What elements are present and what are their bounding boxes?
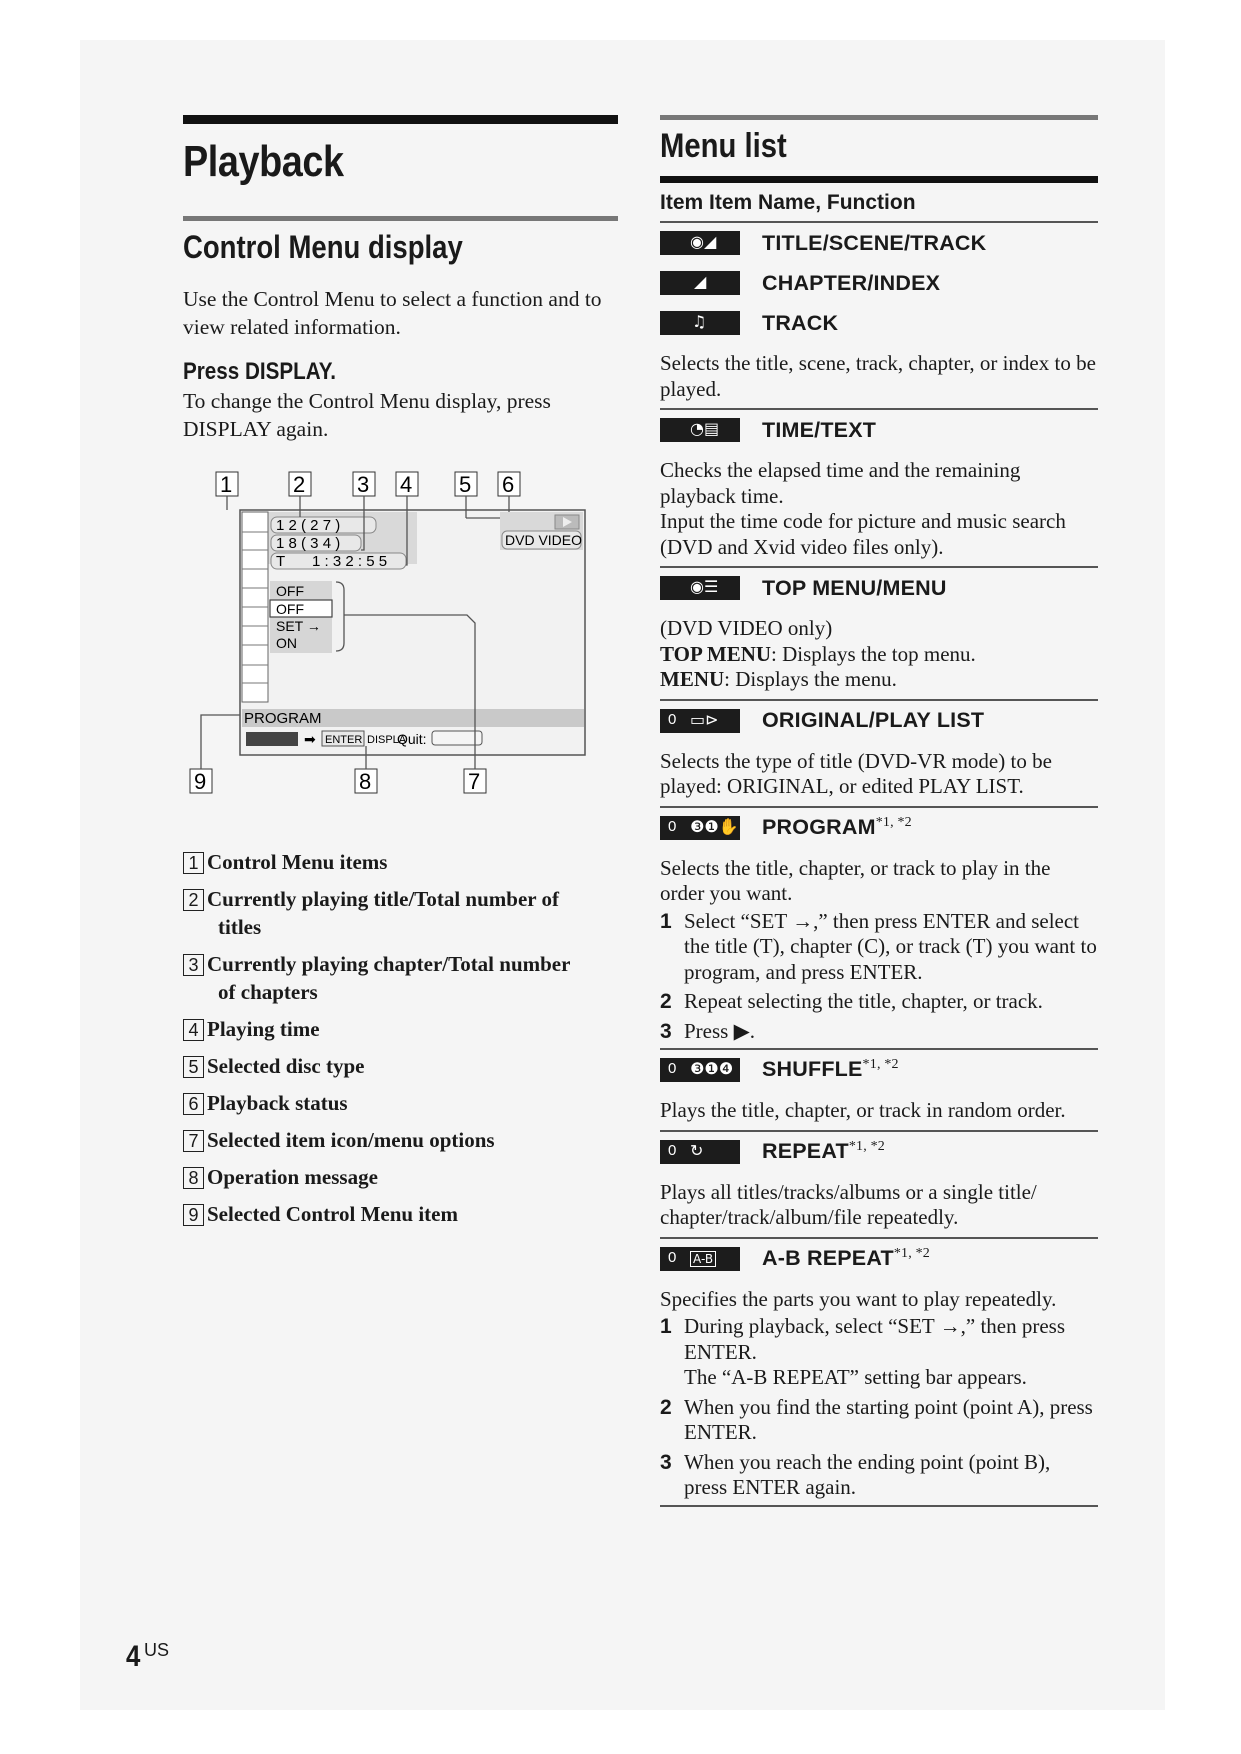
menu-table-header: Item Item Name, Function bbox=[660, 183, 1098, 223]
svg-text:➡: ➡ bbox=[304, 731, 316, 747]
page-title: Playback bbox=[183, 137, 344, 186]
topmenu-description: (DVD VIDEO only) TOP MENU: Displays the top menu. MENU: Displays the menu. bbox=[660, 616, 976, 691]
page-region: US bbox=[144, 1640, 170, 1660]
svg-text:4: 4 bbox=[400, 472, 413, 497]
item-ab-repeat: 0 A-B A-B $REPEAT^{*1, *2}$ bbox=[660, 1239, 1098, 1279]
repeat-icon: 0 ↻ bbox=[660, 1140, 740, 1164]
display-label: DISPLA bbox=[367, 734, 407, 746]
shuffle-icon: 0 ❸❶❹ bbox=[660, 1058, 740, 1082]
play-list-icon: 0 ▭⊳ bbox=[660, 709, 740, 733]
playing-time: 1 : 3 2 : 5 5 bbox=[312, 553, 388, 570]
svg-text:2: 2 bbox=[293, 472, 306, 497]
ab-steps bbox=[660, 1314, 1098, 1501]
left-column bbox=[183, 115, 618, 443]
legend-number: 2 bbox=[183, 889, 204, 911]
item-program: 0 ❸❶✋ $PROGRAM^{*1, *2}$ bbox=[660, 808, 1098, 848]
title-description: Selects the title, scene, track, chapter, or index to be played. bbox=[660, 351, 1096, 401]
svg-text:5: 5 bbox=[459, 472, 472, 497]
control-menu-diagram bbox=[194, 465, 600, 805]
title-rule bbox=[183, 115, 618, 124]
repeat-description: Plays all titles/tracks/albums or a single title/ chapter/track/album/file repeatedly. bbox=[660, 1179, 1037, 1229]
time-prefix: T bbox=[276, 553, 286, 570]
menu-title-rule bbox=[660, 115, 1098, 120]
menu-list-icon: ◉☰ bbox=[660, 576, 740, 600]
section-title: Control Menu display bbox=[183, 229, 463, 265]
program-icon: 0 ❸❶✋ bbox=[660, 816, 740, 840]
chapter-number: 1 8 ( 3 4 ) bbox=[276, 535, 341, 552]
item-chapter: ◢ CHAPTER/INDEX bbox=[660, 263, 1098, 303]
disc-title-icon: ◉◢ bbox=[660, 231, 740, 255]
step: 1 Select “SET →,” then press ENTER and select the title (T), chapter (C), or track (T) you want to program, and press ENTER. bbox=[660, 908, 1097, 984]
time-description-1: Checks the elapsed time and the remaining playback time. bbox=[660, 458, 1021, 508]
enter-label: ENTER bbox=[325, 734, 363, 746]
legend-number: 5 bbox=[183, 1056, 204, 1078]
legend-number: 6 bbox=[183, 1093, 204, 1115]
item-title-scene: ◉◢ TITLE/SCENE/TRACK bbox=[660, 223, 1098, 263]
item-time: ◔▤ TIME/TEXT bbox=[660, 410, 1098, 450]
option-4: ON bbox=[276, 635, 297, 651]
legend-item bbox=[183, 885, 623, 941]
step: 2 When you find the starting point (point A), press ENTER. bbox=[660, 1394, 1093, 1444]
legend-item bbox=[183, 950, 623, 1006]
legend-number: 1 bbox=[183, 852, 204, 874]
legend-text: Currently playing chapter/Total number of chapters bbox=[207, 952, 571, 1004]
item-original: 0 ▭⊳ ORIGINAL/PLAY LIST bbox=[660, 701, 1098, 741]
item-repeat: 0 ↻ $REPEAT^{*1, *2}$ bbox=[660, 1132, 1098, 1172]
shuffle-description: Plays the title, chapter, or track in random order. bbox=[660, 1098, 1066, 1122]
item-shuffle: 0 ❸❶❹ $SHUFFLE^{*1, *2}$ bbox=[660, 1050, 1098, 1090]
option-2: OFF bbox=[276, 601, 304, 617]
menu-list-title: Menu list bbox=[660, 127, 787, 165]
music-note-icon: ♫ bbox=[660, 311, 740, 335]
svg-text:8: 8 bbox=[359, 769, 372, 794]
legend-item bbox=[183, 1089, 623, 1117]
divider bbox=[660, 1505, 1098, 1507]
disc-type: DVD VIDEO bbox=[505, 532, 583, 548]
original-description: Selects the type of title (DVD-VR mode) to be played: ORIGINAL, or edited PLAY LIST. bbox=[660, 748, 1052, 798]
legend-item bbox=[183, 848, 623, 876]
chapter-icon: ◢ bbox=[660, 271, 740, 295]
legend-item bbox=[183, 1163, 623, 1191]
step: 3 When you reach the ending point (point B), press ENTER again. bbox=[660, 1449, 1051, 1499]
legend-number: 4 bbox=[183, 1019, 204, 1041]
legend-text: Playback status bbox=[207, 1091, 348, 1115]
legend-text: Control Menu items bbox=[207, 850, 388, 874]
step: 1 During playback, select “SET →,” then press ENTER. The “A-B REPEAT” setting bar appears. bbox=[660, 1314, 1066, 1389]
right-column bbox=[660, 115, 1098, 1507]
program-steps bbox=[660, 909, 1098, 1045]
step: 2 Repeat selecting the title, chapter, or track. bbox=[660, 989, 1043, 1013]
legend-text: Operation message bbox=[207, 1165, 378, 1189]
legend-list bbox=[183, 848, 623, 1237]
time-description-2: Input the time code for picture and music search (DVD and Xvid video files only). bbox=[660, 509, 1066, 559]
legend-text: Currently playing title/Total number of titles bbox=[207, 887, 559, 939]
press-text: To change the Control Menu display, press DISPLAY again. bbox=[183, 389, 551, 441]
svg-text:9: 9 bbox=[194, 769, 207, 794]
legend-item bbox=[183, 1126, 623, 1154]
svg-text:7: 7 bbox=[468, 769, 481, 794]
ab-repeat-icon: 0 A-B bbox=[660, 1247, 740, 1271]
intro-text: Use the Control Menu to select a function and to view related information. bbox=[183, 287, 602, 339]
page-number: 4 bbox=[126, 1640, 141, 1673]
legend-number: 8 bbox=[183, 1167, 204, 1189]
svg-text:3: 3 bbox=[357, 472, 370, 497]
option-3: SET → bbox=[276, 618, 321, 634]
option-1: OFF bbox=[276, 583, 304, 599]
legend-text: Selected Control Menu item bbox=[207, 1202, 458, 1226]
svg-text:1: 1 bbox=[220, 472, 233, 497]
legend-number: 3 bbox=[183, 954, 204, 976]
legend-text: Playing time bbox=[207, 1017, 320, 1041]
clock-icon: ◔▤ bbox=[660, 418, 740, 442]
legend-number: 7 bbox=[183, 1130, 204, 1152]
legend-number: 9 bbox=[183, 1204, 204, 1226]
menu-header-rule bbox=[660, 176, 1098, 183]
item-track: ♫ TRACK bbox=[660, 303, 1098, 343]
svg-text:6: 6 bbox=[502, 472, 515, 497]
selected-item: PROGRAM bbox=[244, 710, 322, 727]
item-top-menu: ◉☰ TOP MENU/MENU bbox=[660, 568, 1098, 608]
step: 3 Press ▶. bbox=[660, 1018, 755, 1043]
ab-description: Specifies the parts you want to play repeatedly. bbox=[660, 1286, 1057, 1311]
legend-text: Selected disc type bbox=[207, 1054, 365, 1078]
legend-text: Selected item icon/menu options bbox=[207, 1128, 495, 1152]
legend-item bbox=[183, 1015, 623, 1043]
program-description: Selects the title, chapter, or track to play in the order you want. bbox=[660, 855, 1051, 905]
quit-label: Quit: bbox=[397, 731, 427, 747]
section-rule bbox=[183, 216, 618, 221]
press-heading: Press DISPLAY. bbox=[183, 358, 336, 385]
legend-item bbox=[183, 1052, 623, 1080]
title-number: 1 2 ( 2 7 ) bbox=[276, 517, 341, 534]
legend-item bbox=[183, 1200, 623, 1228]
